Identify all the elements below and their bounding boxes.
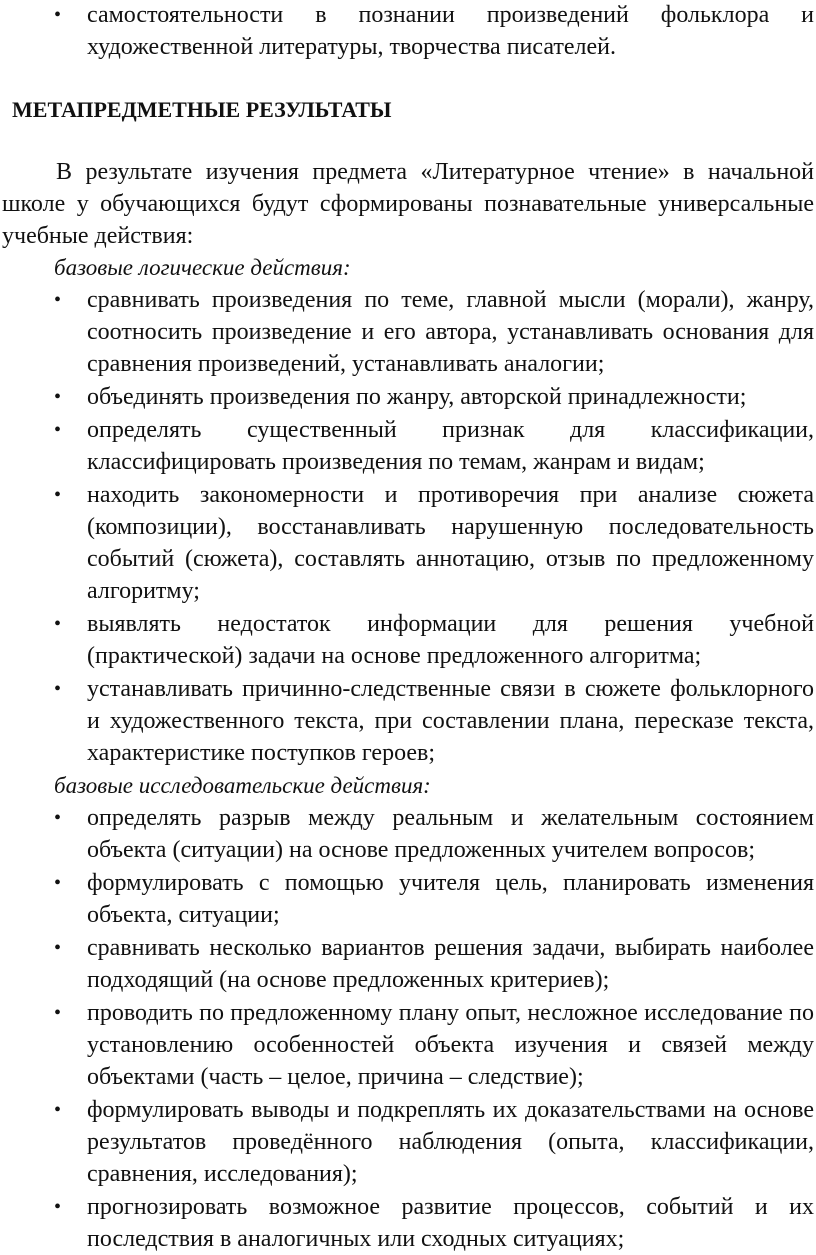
bullet-icon: • [54,386,62,408]
list-item [2,867,814,931]
list-item [2,1094,814,1190]
list-item [2,0,814,63]
bullet-icon: • [54,1099,62,1121]
list-item [2,673,814,769]
list-item [2,932,814,996]
bullet-icon: • [54,678,62,700]
bullet-icon: • [54,1196,62,1218]
list-item-text: выявлять недостаток информации для решения учебной (практической) задачи на основе предложенного алгоритма; [87,611,814,669]
bullet-icon: • [54,484,62,506]
list-item-text: прогнозировать возможное развитие процессов, событий и их последствия в аналогичных или сходных ситуациях; [87,1194,814,1252]
list-item-text: определять существенный признак для классификации, классифицировать произведения по темам, жанрам и видам; [87,417,814,475]
list-item-text: устанавливать причинно-следственные связи в сюжете фольклорного и художественного текста, при составлении плана, пересказе текста, характеристике поступков героев; [87,676,814,766]
bullet-icon: • [54,1002,62,1024]
bullet-icon: • [54,419,62,441]
bullet-icon: • [54,937,62,959]
bullet-icon: • [54,807,62,829]
list-item [2,414,814,478]
intro-list [2,0,814,63]
list-item [2,997,814,1093]
list-item-text: сравнивать несколько вариантов решения задачи, выбирать наиболее подходящий (на основе предложенных критериев); [87,935,814,993]
logical-actions-list [2,284,814,769]
intro-paragraph: В результате изучения предмета «Литературное чтение» в начальной школе у обучающихся будут сформированы познавательные универсальные учебные действия: [2,159,814,249]
list-item-text: определять разрыв между реальным и желательным состоянием объекта (ситуации) на основе предложенных учителем вопросов; [87,805,814,863]
list-item-text: сравнивать произведения по теме, главной мысли (морали), жанру, соотносить произведение и его автора, устанавливать основания для сравнения произведений, устанавливать аналогии; [87,287,814,377]
bullet-icon: • [54,4,62,26]
list-item-text: формулировать выводы и подкреплять их доказательствами на основе результатов проведённого наблюдения (опыта, классификации, сравнения, исследования); [87,1097,814,1187]
subheading-logical: базовые логические действия: [54,255,351,280]
list-item-text: находить закономерности и противоречия при анализе сюжета (композиции), восстанавливать нарушенную последовательность событий (сюжета), составлять аннотацию, отзыв по предложенному алгоритму; [87,482,814,604]
bullet-icon: • [54,613,62,635]
list-item [2,1191,814,1255]
section-heading: МЕТАПРЕДМЕТНЫЕ РЕЗУЛЬТАТЫ [12,97,392,122]
list-item-text: формулировать с помощью учителя цель, планировать изменения объекта, ситуации; [87,870,814,928]
list-item [2,284,814,380]
bullet-icon: • [54,872,62,894]
list-item-text: самостоятельности в познании произведений фольклора и художественной литературы, творчества писателей. [87,2,814,60]
subheading-research: базовые исследовательские действия: [54,773,431,798]
list-item-text: проводить по предложенному плану опыт, несложное исследование по установлению особенностей объекта изучения и связей между объектами (часть – целое, причина – следствие); [87,1000,814,1090]
research-actions-list [2,802,814,1255]
list-item [2,802,814,866]
list-item [2,479,814,607]
list-item [2,381,814,413]
list-item-text: объединять произведения по жанру, авторской принадлежности; [87,384,747,410]
list-item [2,608,814,672]
bullet-icon: • [54,289,62,311]
